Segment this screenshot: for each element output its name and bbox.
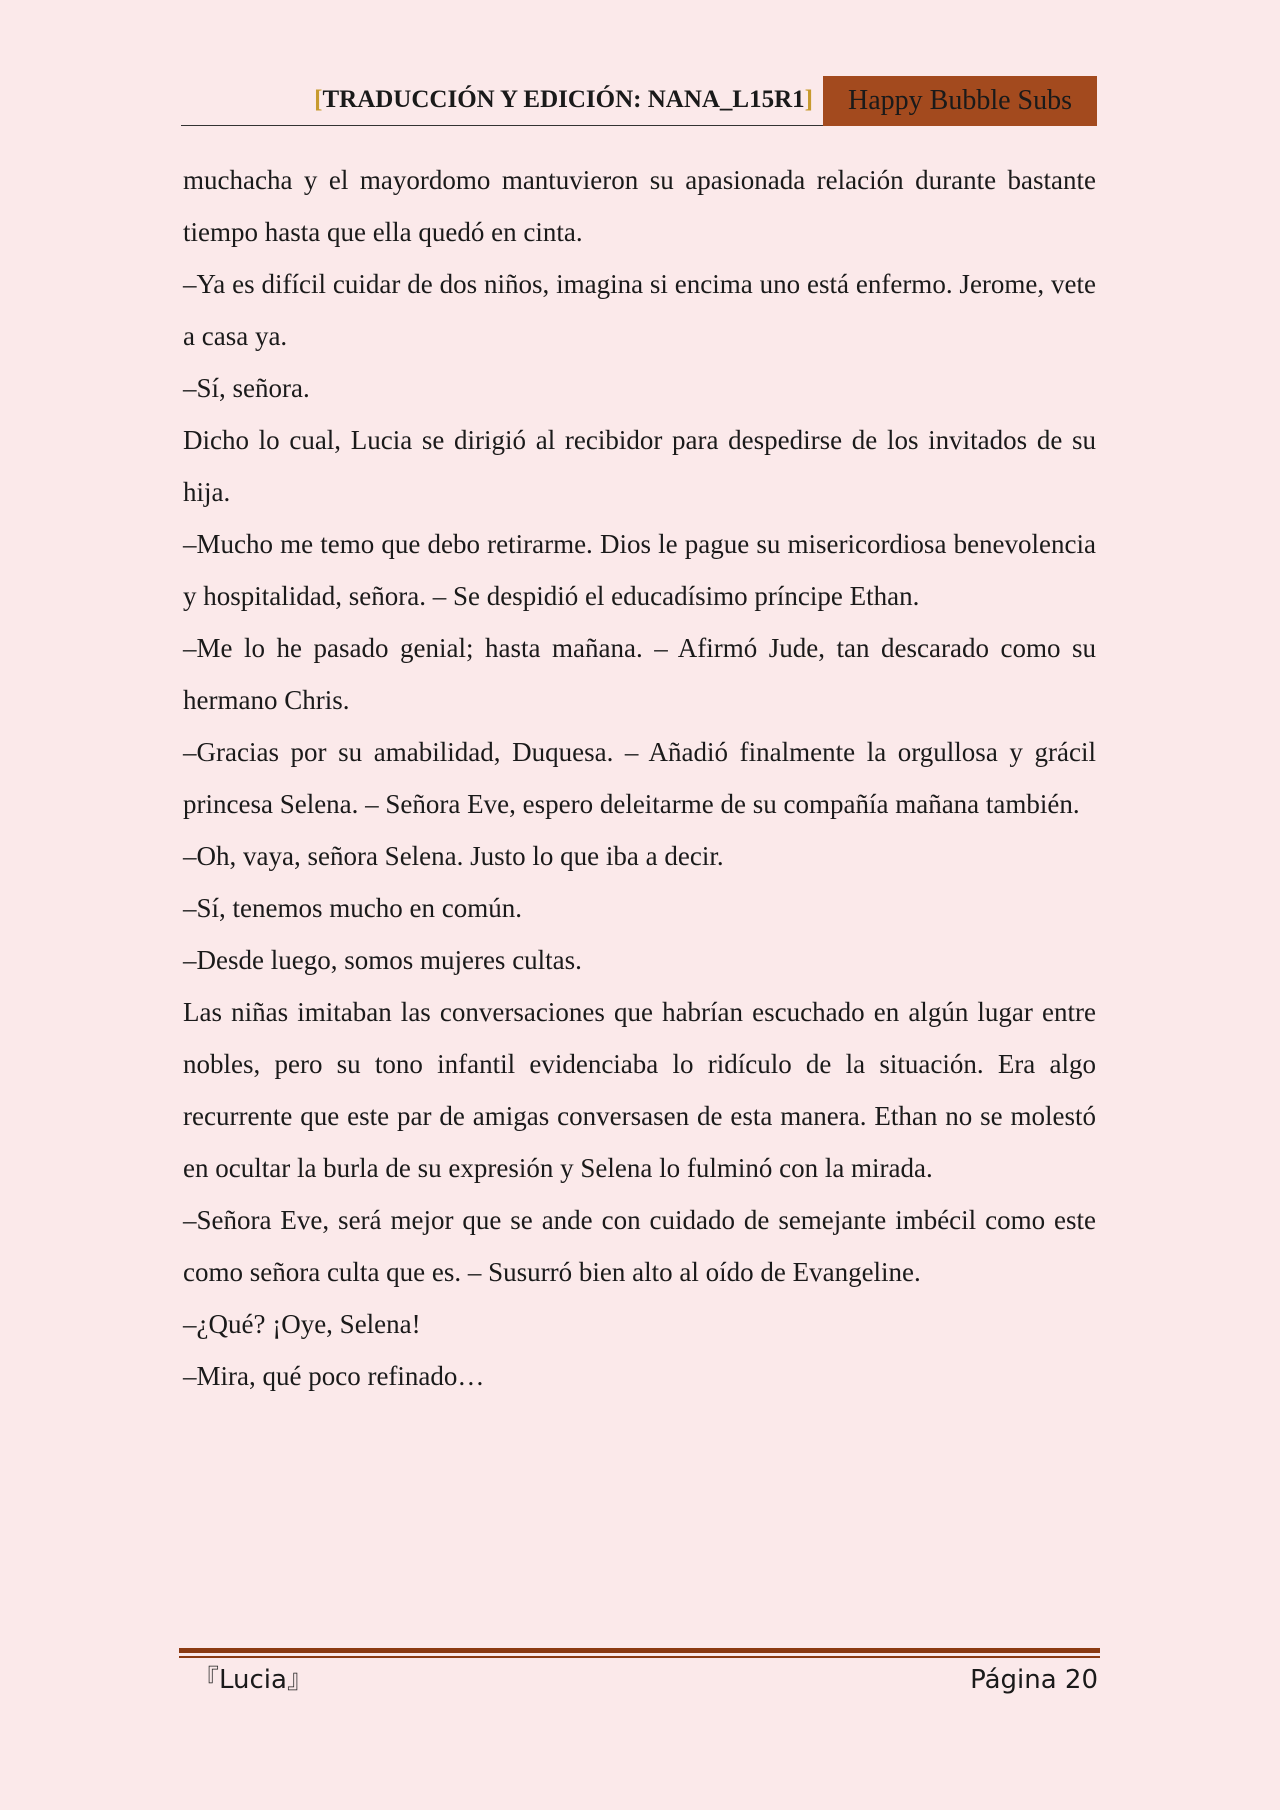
paragraph: –Mira, qué poco refinado… — [183, 1361, 485, 1391]
paragraph: –Mucho me temo que debo retirarme. Dios le pague su misericordiosa benevolencia y hospitalidad, señora. – Se despidió el educadísimo príncipe Ethan. — [183, 529, 1096, 611]
paragraph: –Desde luego, somos mujeres cultas. — [183, 945, 582, 975]
paragraph: Las niñas imitaban las conversaciones que habrían escuchado en algún lugar entre nobles, pero su tono infantil evidenciaba lo ridículo de la situación. Era algo recurrente que este par de amigas conversasen de esta manera. Ethan no se molestó en ocultar la burla de su expresión y Selena lo fulminó con la mirada. — [183, 997, 1096, 1183]
paragraph: –Gracias por su amabilidad, Duquesa. – Añadió finalmente la orgullosa y grácil princesa Selena. – Señora Eve, espero deleitarme de su compañía mañana también. — [183, 737, 1096, 819]
footer-rule-thick — [179, 1648, 1100, 1653]
paragraph: –Sí, tenemos mucho en común. — [183, 893, 522, 923]
translation-credit — [314, 86, 813, 114]
group-name-badge: Happy Bubble Subs — [823, 76, 1097, 126]
page-header — [181, 76, 1097, 126]
paragraph: –¿Qué? ¡Oye, Selena! — [183, 1309, 421, 1339]
bracket-open: [ — [314, 86, 323, 113]
paragraph: –Oh, vaya, señora Selena. Justo lo que iba a decir. — [183, 841, 724, 871]
paragraph: –Señora Eve, será mejor que se ande con cuidado de semejante imbécil como este como señora culta que es. – Susurró bien alto al oído de Evangeline. — [183, 1205, 1096, 1287]
bracket-close: ] — [804, 86, 813, 113]
footer-book-title: 『Lucia』 — [193, 1665, 313, 1695]
paragraph: muchacha y el mayordomo mantuvieron su apasionada relación durante bastante tiempo hasta que ella quedó en cinta. — [183, 165, 1096, 247]
footer-page-number: Página 20 — [970, 1665, 1098, 1695]
credit-text: TRADUCCIÓN Y EDICIÓN: NANA_L15R1 — [322, 86, 805, 113]
footer-rule-thin — [179, 1656, 1100, 1658]
paragraph: –Me lo he pasado genial; hasta mañana. – Afirmó Jude, tan descarado como su hermano Chris. — [183, 633, 1096, 715]
paragraph: Dicho lo cual, Lucia se dirigió al recibidor para despedirse de los invitados de su hija. — [183, 425, 1096, 507]
paragraph: –Ya es difícil cuidar de dos niños, imagina si encima uno está enfermo. Jerome, vete a casa ya. — [183, 269, 1096, 351]
paragraph: –Sí, señora. — [183, 373, 310, 403]
page-body — [183, 154, 1096, 1402]
